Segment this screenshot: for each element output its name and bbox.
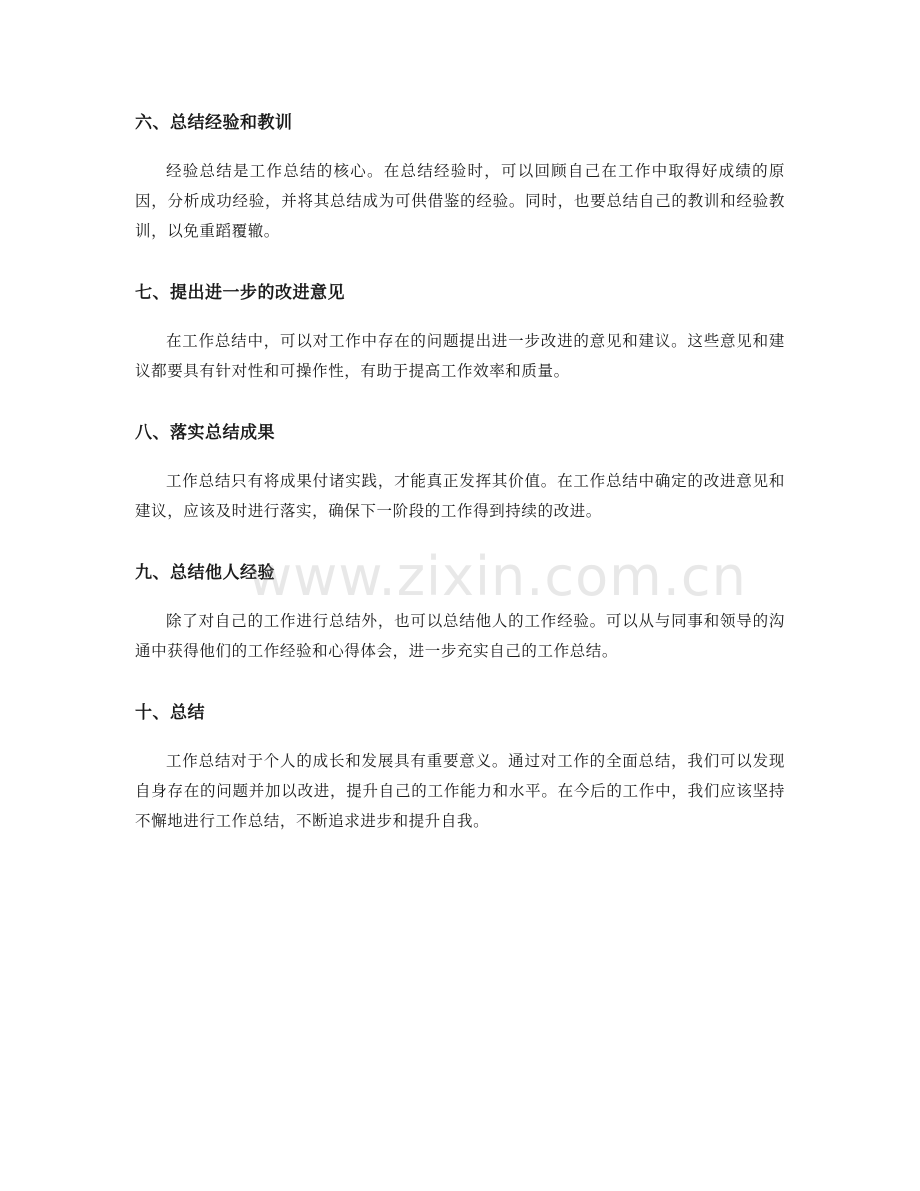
section-heading: 八、落实总结成果 [135,423,275,443]
section-paragraph: 工作总结对于个人的成长和发展具有重要意义。通过对工作的全面总结，我们可以发现自身存在的问题并加以改进，提升自己的工作能力和水平。在今后的工作中，我们应该坚持不懈地进行工作总结，不断追求进步和提升自我。 [135,752,785,830]
section-paragraph: 工作总结只有将成果付诸实践，才能真正发挥其价值。在工作总结中确定的改进意见和建议，应该及时进行落实，确保下一阶段的工作得到持续的改进。 [135,472,785,520]
section-8 [135,414,785,526]
watermark: www.zixin.com.cn [248,545,747,608]
section-heading: 六、总结经验和教训 [135,113,293,133]
section-9 [135,554,785,666]
section-heading: 九、总结他人经验 [135,563,275,583]
section-paragraph: 经验总结是工作总结的核心。在总结经验时，可以回顾自己在工作中取得好成绩的原因，分析成功经验，并将其总结成为可供借鉴的经验。同时，也要总结自己的教训和经验教训，以免重蹈覆辙。 [135,162,785,240]
section-10 [135,694,785,836]
section-paragraph: 在工作总结中，可以对工作中存在的问题提出进一步改进的意见和建议。这些意见和建议都要具有针对性和可操作性，有助于提高工作效率和质量。 [135,332,785,380]
section-heading: 七、提出进一步的改进意见 [135,283,345,303]
section-heading: 十、总结 [135,703,205,723]
section-paragraph: 除了对自己的工作进行总结外，也可以总结他人的工作经验。可以从与同事和领导的沟通中获得他们的工作经验和心得体会，进一步充实自己的工作总结。 [135,612,785,660]
section-6 [135,104,785,246]
section-7 [135,274,785,386]
